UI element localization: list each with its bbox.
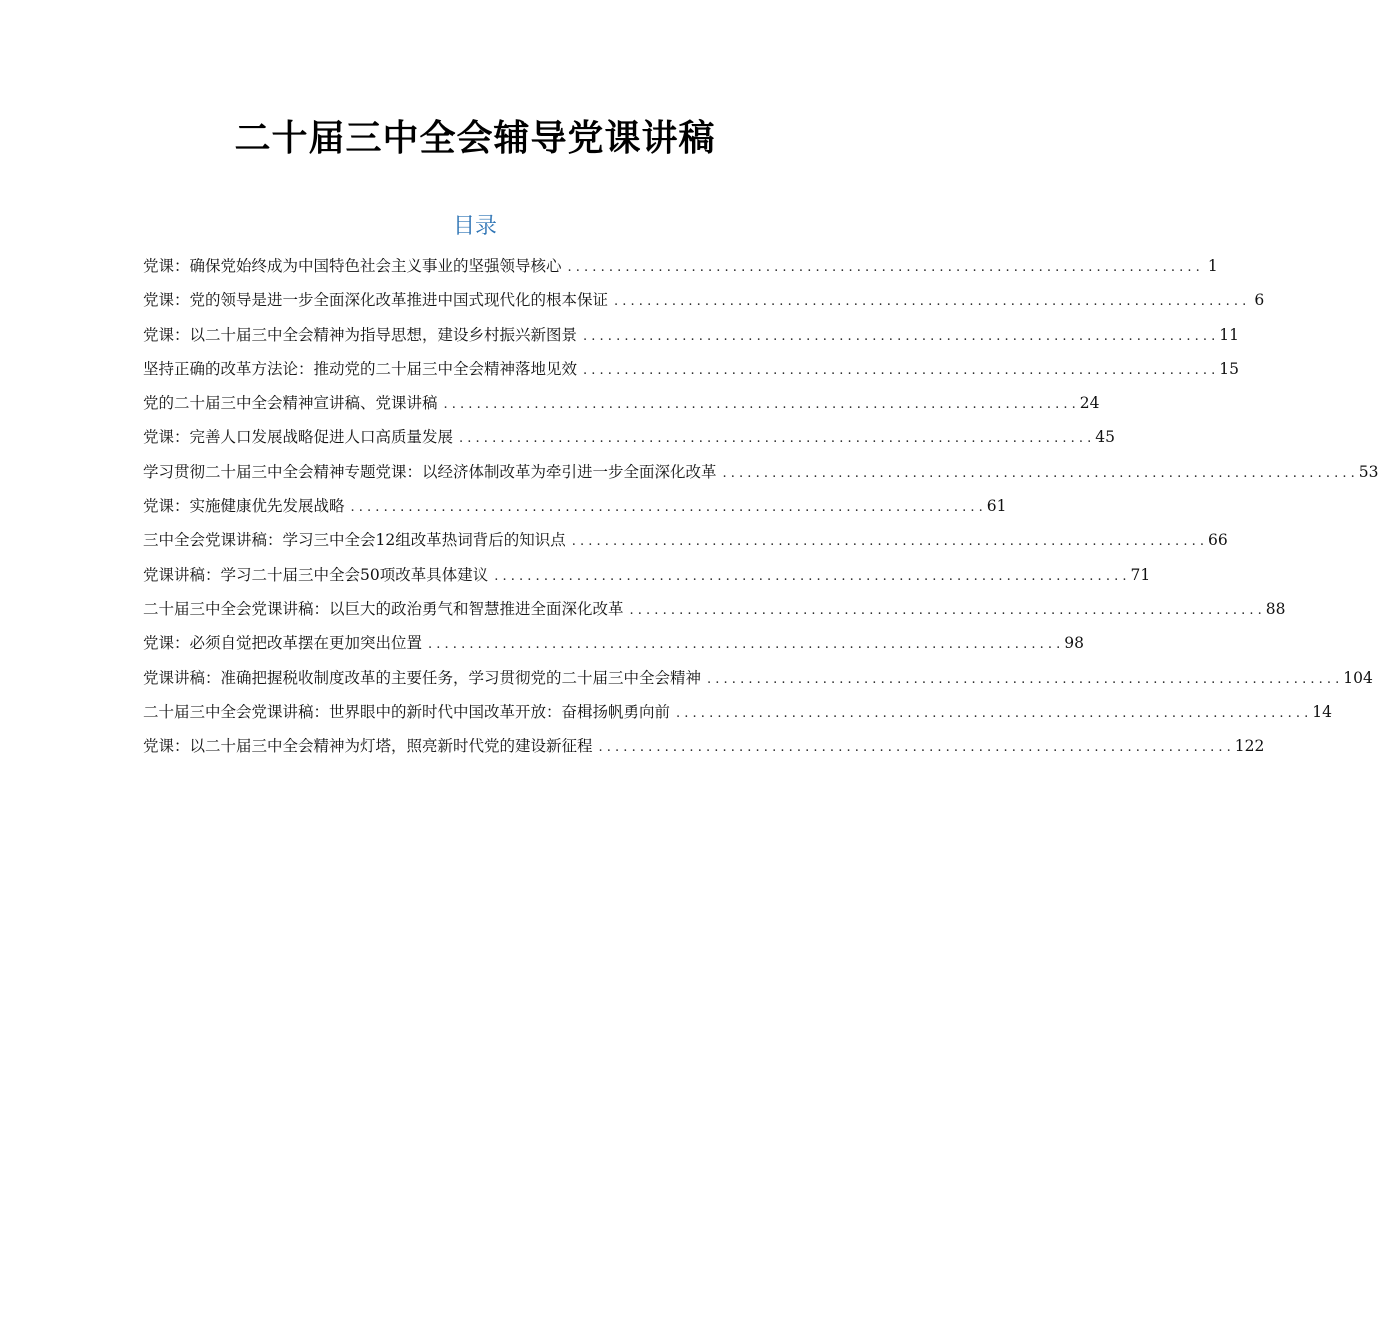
- toc-entry[interactable]: [143, 455, 1379, 489]
- toc-dot-leader: [676, 697, 1308, 731]
- toc-entry[interactable]: [143, 489, 1007, 523]
- toc-entry[interactable]: [143, 523, 1228, 557]
- toc-page-number: 53: [1358, 462, 1379, 481]
- toc-dot-leader: [351, 491, 983, 525]
- toc-page-number: 88: [1265, 599, 1286, 618]
- toc-entry[interactable]: [143, 626, 1084, 660]
- toc-page-number: 6: [1254, 291, 1265, 310]
- toc-dot-leader: [444, 388, 1076, 422]
- toc-page-number: 15: [1219, 359, 1239, 378]
- toc-entry-title: 党课：党的领导是进一步全面深化改革推进中国式现代化的根本保证: [143, 291, 609, 310]
- toc-entry[interactable]: [143, 318, 1239, 352]
- toc-dot-leader: [583, 354, 1215, 388]
- toc-entry-title: 党课：必须自觉把改革摆在更加突出位置: [143, 634, 423, 653]
- toc-entry[interactable]: [143, 661, 1373, 695]
- toc-entry-title: 党课：以二十届三中全会精神为指导思想，建设乡村振兴新图景: [143, 325, 578, 344]
- toc-heading: 目录: [452, 214, 497, 239]
- toc-entry-title: 党课讲稿：准确把握税收制度改革的主要任务，学习贯彻党的二十届三中全会精神: [143, 668, 702, 687]
- toc-dot-leader: [707, 663, 1339, 697]
- toc-dot-leader: [614, 285, 1246, 319]
- toc-page-number: 122: [1234, 737, 1265, 756]
- toc-entry-title: 党课：以二十届三中全会精神为灯塔，照亮新时代党的建设新征程: [143, 737, 593, 756]
- toc-page-number: 61: [986, 497, 1007, 516]
- toc-entry-title: 三中全会党课讲稿：学习三中全会12组改革热词背后的知识点: [143, 531, 566, 550]
- toc-entry-title: 党的二十届三中全会精神宣讲稿、党课讲稿: [143, 394, 438, 413]
- toc-entry[interactable]: [143, 352, 1239, 386]
- toc-dot-leader: [723, 457, 1355, 491]
- toc-page-number: 11: [1219, 325, 1239, 344]
- toc-entry-title: 党课：实施健康优先发展战略: [143, 497, 345, 516]
- toc-entry[interactable]: [143, 283, 1265, 317]
- toc-page-number: 14: [1312, 702, 1332, 721]
- toc-page-number: 66: [1207, 531, 1228, 550]
- toc-page-number: 1: [1207, 257, 1218, 275]
- toc-page-number: 45: [1095, 428, 1115, 447]
- toc-entry-title: 二十届三中全会党课讲稿：世界眼中的新时代中国改革开放：奋楫扬帆勇向前: [143, 702, 671, 721]
- toc-page-number: 71: [1130, 565, 1151, 584]
- toc-dot-leader: [428, 628, 1060, 662]
- toc-dot-leader: [568, 251, 1200, 285]
- toc-entry[interactable]: [143, 592, 1286, 626]
- toc-entry-title: 党课讲稿：学习二十届三中全会50项改革具体建议: [143, 565, 489, 584]
- toc-entry[interactable]: [143, 729, 1265, 763]
- toc-entry-title: 党课：完善人口发展战略促进人口高质量发展: [143, 428, 454, 447]
- toc-page-number: 98: [1064, 634, 1084, 653]
- toc-dot-leader: [583, 320, 1215, 354]
- toc-entry[interactable]: [143, 249, 1218, 283]
- toc-entry[interactable]: [143, 420, 1115, 454]
- toc-dot-leader: [630, 594, 1262, 628]
- toc-dot-leader: [572, 525, 1204, 559]
- toc-entry-title: 二十届三中全会党课讲稿：以巨大的政治勇气和智慧推进全面深化改革: [143, 599, 624, 618]
- toc-dot-leader: [599, 731, 1231, 765]
- toc-entry-title: 坚持正确的改革方法论：推动党的二十届三中全会精神落地见效: [143, 359, 578, 378]
- table-of-contents: [143, 249, 1379, 763]
- toc-entry-title: 党课：确保党始终成为中国特色社会主义事业的坚强领导核心: [143, 257, 562, 275]
- toc-dot-leader: [494, 560, 1126, 594]
- toc-dot-leader: [459, 422, 1091, 456]
- toc-entry[interactable]: [143, 386, 1100, 420]
- document-title: 二十届三中全会辅导党课讲稿: [234, 117, 716, 159]
- toc-entry[interactable]: [143, 558, 1151, 592]
- toc-page-number: 24: [1079, 394, 1100, 413]
- toc-entry-title: 学习贯彻二十届三中全会精神专题党课：以经济体制改革为牵引进一步全面深化改革: [143, 462, 717, 481]
- toc-entry[interactable]: [143, 695, 1332, 729]
- toc-page-number: 104: [1343, 668, 1373, 687]
